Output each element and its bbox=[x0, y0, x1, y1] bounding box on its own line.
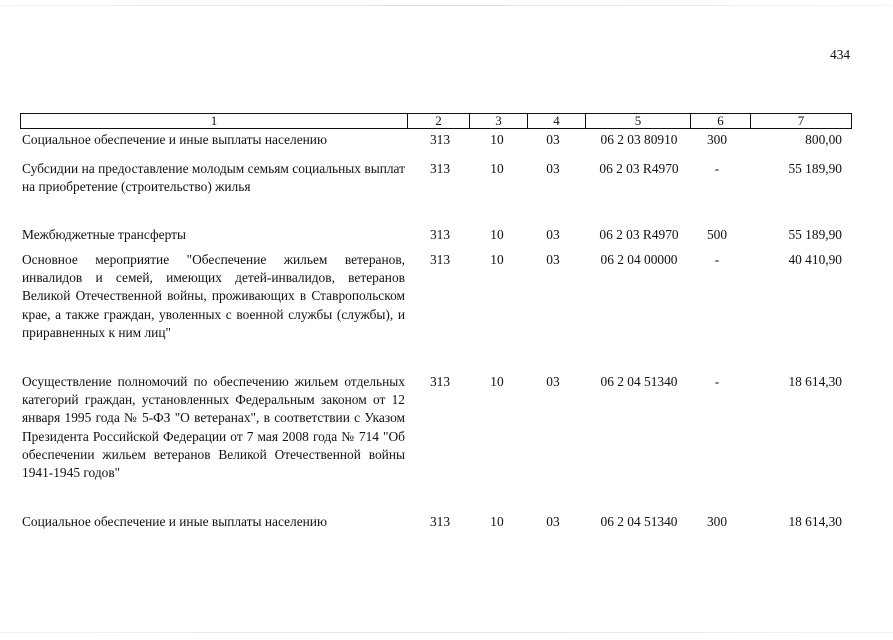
row-col-5: 06 2 04 51340 bbox=[600, 514, 678, 529]
column-header-1: 1 bbox=[21, 114, 408, 128]
table-row bbox=[22, 131, 842, 149]
row-col-6: 500 bbox=[706, 227, 728, 242]
row-col-4: 03 bbox=[546, 227, 560, 242]
row-col-2: 313 bbox=[429, 252, 451, 267]
row-col-4: 03 bbox=[546, 252, 560, 267]
scan-edge-bottom bbox=[0, 632, 893, 633]
row-col-5: 06 2 04 00000 bbox=[600, 252, 678, 267]
column-header-2: 2 bbox=[408, 114, 470, 128]
row-col-2: 313 bbox=[429, 227, 451, 242]
column-header-7: 7 bbox=[797, 113, 805, 128]
row-name: Социальное обеспечение и иные выплаты населению bbox=[22, 132, 327, 147]
table-header bbox=[20, 113, 852, 129]
table-row bbox=[22, 513, 842, 531]
column-header-4: 4 bbox=[528, 114, 586, 128]
row-name: Субсидии на предоставление молодым семьям социальных выплат на приобретение (строительство) жилья bbox=[22, 161, 405, 195]
row-col-4: 03 bbox=[546, 132, 560, 147]
row-col-5: 06 2 04 51340 bbox=[600, 374, 678, 389]
row-col-4: 03 bbox=[546, 161, 560, 176]
row-col-6: - bbox=[714, 161, 720, 176]
page-number: 434 bbox=[830, 47, 851, 62]
row-col-3: 10 bbox=[490, 132, 504, 147]
row-col-5: 06 2 03 R4970 bbox=[599, 227, 679, 242]
row-col-3: 10 bbox=[490, 252, 504, 267]
row-col-2: 313 bbox=[429, 514, 451, 529]
column-header-5: 5 bbox=[586, 114, 691, 128]
row-col-7: 18 614,30 bbox=[788, 374, 842, 389]
table-row bbox=[22, 160, 842, 196]
row-col-4: 03 bbox=[546, 514, 560, 529]
row-col-7: 18 614,30 bbox=[788, 514, 842, 529]
row-col-3: 10 bbox=[490, 161, 504, 176]
row-name: Социальное обеспечение и иные выплаты населению bbox=[22, 514, 327, 529]
row-col-6: - bbox=[714, 252, 720, 267]
table-row bbox=[22, 226, 842, 244]
scan-edge-top bbox=[0, 5, 893, 6]
row-col-7: 55 189,90 bbox=[788, 161, 842, 176]
row-col-3: 10 bbox=[490, 227, 504, 242]
column-header-3: 3 bbox=[470, 114, 528, 128]
row-col-6: 300 bbox=[706, 514, 728, 529]
row-col-2: 313 bbox=[429, 132, 451, 147]
row-col-2: 313 bbox=[429, 161, 451, 176]
row-name: Основное мероприятие "Обеспечение жильем ветеранов, инвалидов и семей, имеющих детей-инвалидов, ветеранов Великой Отечественной войны, проживающих в Ставропольском крае, а также граждан, уволенных с военной службы (службы), и приравненных к ним лиц" bbox=[22, 252, 405, 340]
table-row bbox=[22, 251, 842, 342]
row-col-3: 10 bbox=[490, 374, 504, 389]
row-col-7: 40 410,90 bbox=[788, 252, 842, 267]
column-header-6: 6 bbox=[691, 114, 751, 128]
row-col-6: 300 bbox=[706, 132, 728, 147]
row-col-6: - bbox=[714, 374, 720, 389]
row-col-7: 55 189,90 bbox=[788, 227, 842, 242]
row-name: Межбюджетные трансферты bbox=[22, 227, 186, 242]
table-row bbox=[22, 373, 842, 482]
row-name: Осуществление полномочий по обеспечению жильем отдельных категорий граждан, установленных Федеральным законом от 12 января 1995 года № 5-ФЗ "О ветеранах", в соответствии с Указом Президента Российской Федерации от 7 мая 2008 года № 714 "Об обеспечении жильем ветеранов Великой Отечественной войны 1941-1945 годов" bbox=[22, 374, 405, 481]
row-col-2: 313 bbox=[429, 374, 451, 389]
row-col-5: 06 2 03 80910 bbox=[600, 132, 678, 147]
row-col-3: 10 bbox=[490, 514, 504, 529]
row-col-7: 800,00 bbox=[805, 132, 842, 147]
row-col-4: 03 bbox=[546, 374, 560, 389]
row-col-5: 06 2 03 R4970 bbox=[599, 161, 679, 176]
